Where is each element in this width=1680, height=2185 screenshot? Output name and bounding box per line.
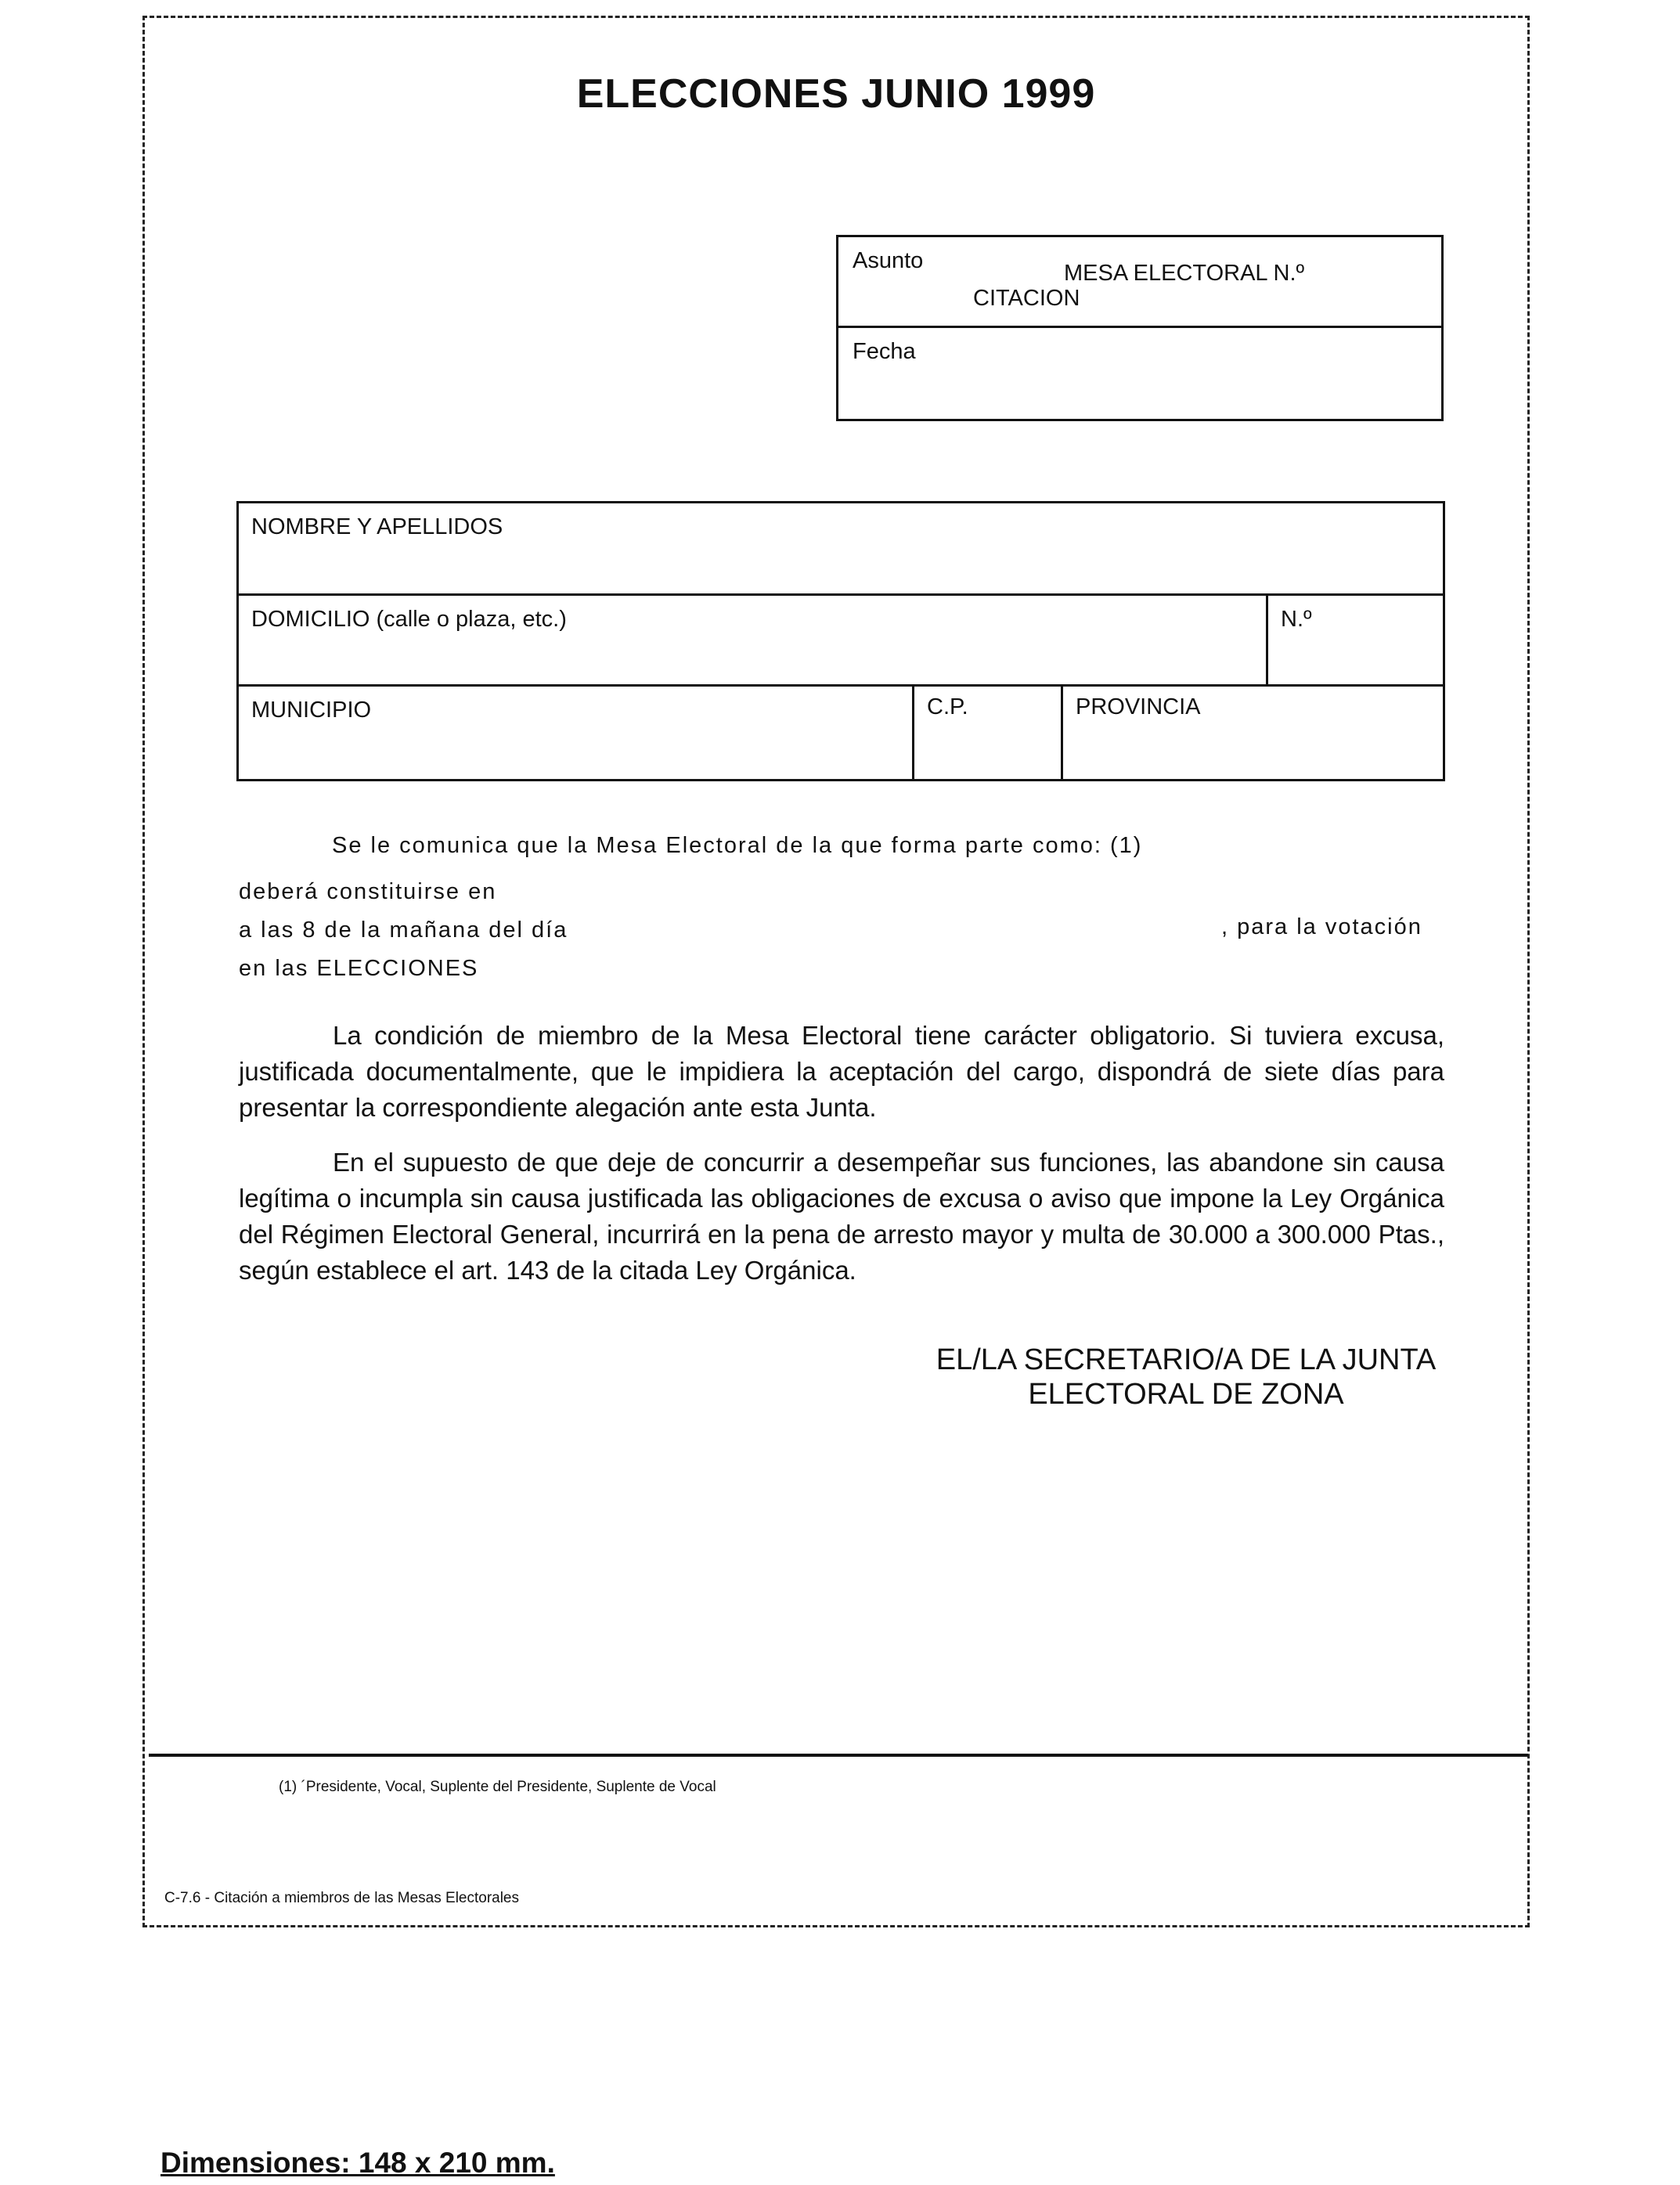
document-title: ELECCIONES JUNIO 1999: [576, 71, 1096, 117]
signature-line-1: EL/LA SECRETARIO/A DE LA JUNTA: [936, 1343, 1437, 1376]
personal-data-box: [236, 501, 1445, 781]
cp-label: C.P.: [927, 694, 968, 719]
signature-line-2: ELECTORAL DE ZONA: [1028, 1378, 1344, 1411]
numero-cell: [1266, 596, 1443, 684]
footnote: (1) ´Presidente, Vocal, Suplente del Presidente, Suplente de Vocal: [279, 1779, 716, 1795]
body-line-3b: , para la votación: [1221, 914, 1422, 939]
mesa-electoral-number: MESA ELECTORAL N.º: [1064, 261, 1305, 286]
penalty-paragraph: En el supuesto de que deje de concurrir a desempeñar sus funciones, las abandone sin causa legítima o incumpla sin causa justificada las obligaciones de excusa o aviso que impone la Ley Orgánica del Régimen Electoral General, incurrirá en la pena de arresto mayor y multa de 30.000 a 300.000 Ptas., según establece el art. 143 de la citada Ley Orgánica.: [239, 1148, 1444, 1285]
domicilio-label: DOMICILIO (calle o plaza, etc.): [251, 607, 567, 632]
asunto-row: [838, 237, 1441, 328]
obligation-paragraph: La condición de miembro de la Mesa Electoral tiene carácter obligatorio. Si tuviera excusa, justificada documentalmente, que le impidiera la aceptación del cargo, dispondrá de siete días para presentar la correspondiente alegación ante esta Junta.: [239, 1021, 1444, 1122]
form-code: C-7.6 - Citación a miembros de las Mesas Electorales: [164, 1890, 520, 1906]
municipio-label: MUNICIPIO: [251, 698, 372, 723]
fecha-row: [838, 328, 1441, 420]
fecha-label: Fecha: [853, 339, 916, 364]
citacion-label: CITACION: [973, 286, 1080, 311]
domicilio-row: [239, 596, 1443, 687]
body-line-2: deberá constituirse en: [239, 879, 497, 904]
footer-rule: [149, 1754, 1528, 1757]
body-line-3a: a las 8 de la mañana del día: [239, 918, 568, 943]
domicilio-cell: [239, 596, 1266, 684]
municipio-row: [239, 687, 1443, 779]
body-line-1: Se le comunica que la Mesa Electoral de la que forma parte como: (1): [332, 833, 1143, 858]
municipio-cell: [239, 687, 912, 779]
dimensions-note: Dimensiones: 148 x 210 mm.: [160, 2147, 555, 2179]
asunto-label: Asunto: [853, 248, 924, 273]
body-line-4: en las ELECCIONES: [239, 956, 479, 981]
provincia-label: PROVINCIA: [1076, 694, 1201, 719]
nombre-row: [239, 503, 1443, 596]
provincia-cell: [1061, 687, 1443, 779]
numero-label: N.º: [1281, 607, 1312, 632]
nombre-label: NOMBRE Y APELLIDOS: [251, 514, 503, 539]
cp-cell: [912, 687, 1061, 779]
asunto-box: [836, 235, 1444, 421]
